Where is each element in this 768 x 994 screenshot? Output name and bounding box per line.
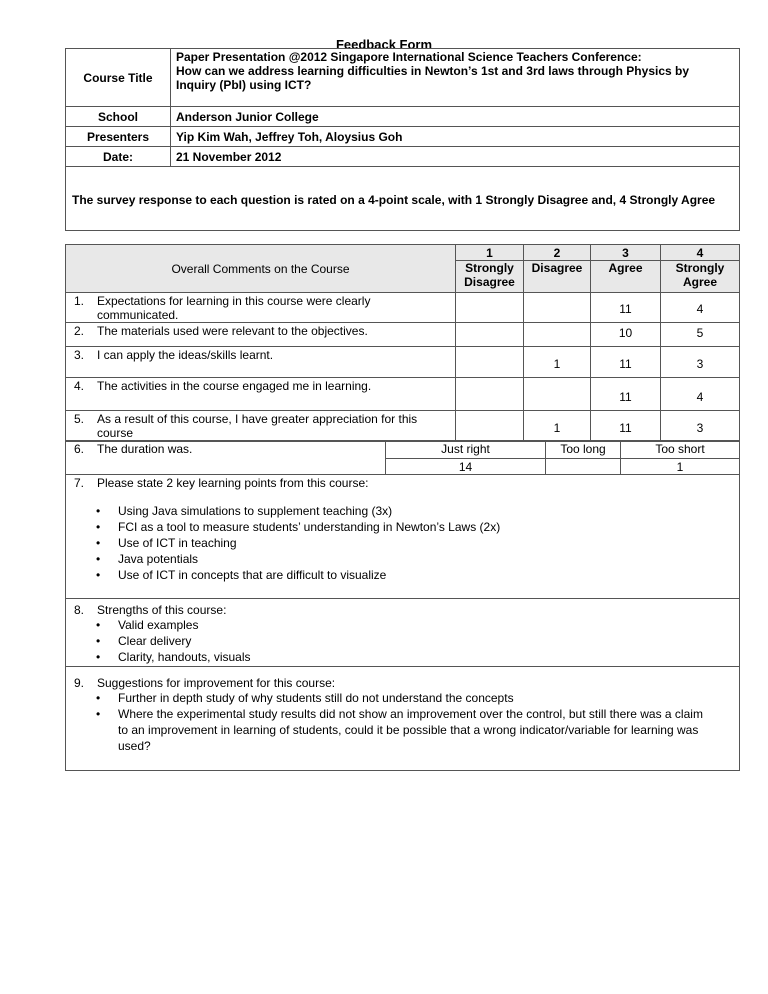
question-text: The materials used were relevant to the objectives. [97, 324, 368, 338]
list-item: • Using Java simulations to supplement teaching (3x) [118, 503, 733, 519]
form-title: Feedback Form [335, 37, 433, 52]
duration-value-just-right: 14 [385, 458, 546, 475]
question-5 [65, 410, 456, 442]
question-7 [65, 474, 740, 599]
question-text: Expectations for learning in this course were clearly communicated. [97, 294, 371, 322]
scale-note: The survey response to each question is rated on a 4-point scale, with 1 Strongly Disagree and, 4 Strongly Agree [65, 166, 740, 231]
scale-num: 2 [553, 246, 561, 260]
response-count-3 [590, 346, 661, 378]
count-value: 3 [696, 357, 704, 371]
question-6 [65, 440, 386, 475]
response-count-4 [660, 377, 740, 411]
course-title-value [170, 48, 740, 107]
response-count-4 [660, 346, 740, 378]
list-item: • Where the experimental study results did not show an improvement over the control, but still there was a claim to an improvement in learning of students, could it be possible that a wrong indicator/variable for learning was used? [118, 706, 703, 754]
list-item: • Use of ICT in concepts that are difficult to visualize [118, 567, 733, 583]
question-9 [65, 666, 740, 771]
question-3 [65, 346, 456, 378]
question-text: Please state 2 key learning points from this course: [97, 476, 369, 490]
course-title-line: How can we address learning difficulties in Newton’s 1st and 3rd laws through Physics by [176, 64, 690, 78]
response-count-3 [590, 410, 661, 442]
count-value: 11 [619, 390, 632, 404]
response-count-4 [660, 322, 740, 347]
response-count-4 [660, 410, 740, 442]
strengths-list [72, 617, 733, 665]
response-count-2 [523, 322, 591, 347]
question-text: The activities in the course engaged me in learning. [97, 379, 372, 393]
school-label: School [65, 106, 171, 127]
response-count-1 [455, 377, 524, 411]
list-item: • Clarity, handouts, visuals [118, 649, 733, 665]
scale-num: 4 [696, 246, 704, 260]
list-item: • Valid examples [118, 617, 733, 633]
list-item: • Use of ICT in teaching [118, 535, 733, 551]
response-count-1 [455, 410, 524, 442]
count-value: 1 [553, 357, 561, 371]
list-item: • Clear delivery [118, 633, 733, 649]
question-4 [65, 377, 456, 411]
question-text: The duration was. [97, 442, 193, 456]
list-item: • Java potentials [118, 551, 733, 567]
question-number: 6. [74, 442, 85, 456]
question-text: Strengths of this course: [97, 603, 227, 617]
count-value: 5 [696, 326, 704, 340]
scale-label: Disagree [524, 260, 590, 275]
question-number: 1. [74, 294, 85, 308]
scale-num: 1 [486, 246, 493, 260]
response-count-3 [590, 322, 661, 347]
course-title-label: Course Title [65, 48, 171, 107]
question-text: Suggestions for improvement for this course: [97, 676, 336, 690]
duration-value-too-long [545, 458, 621, 475]
date-label: Date: [65, 146, 171, 167]
date-value: 21 November 2012 [170, 146, 740, 167]
presenters-value: Yip Kim Wah, Jeffrey Toh, Aloysius Goh [170, 126, 740, 147]
count-value: 1 [553, 421, 561, 435]
response-count-1 [455, 292, 524, 323]
list-item: • FCI as a tool to measure students’ understanding in Newton’s Laws (2x) [118, 519, 733, 535]
course-title-line: Inquiry (PbI) using ICT? [176, 78, 312, 92]
question-number: 7. [74, 476, 85, 490]
scale-col-4 [660, 244, 740, 293]
question-text: I can apply the ideas/skills learnt. [97, 348, 274, 362]
presenters-label: Presenters [65, 126, 171, 147]
count-value: 11 [619, 421, 632, 435]
list-item: • Further in depth study of why students still do not understand the concepts [118, 690, 703, 706]
response-count-3 [590, 292, 661, 323]
question-number: 2. [74, 324, 85, 338]
question-1 [65, 292, 456, 323]
question-number: 8. [74, 603, 85, 617]
count-value: 11 [619, 357, 632, 371]
question-text: As a result of this course, I have greater appreciation for this course [97, 412, 418, 440]
count-value: 4 [696, 390, 704, 404]
response-count-2 [523, 377, 591, 411]
scale-num: 3 [622, 246, 629, 260]
response-count-2 [523, 346, 591, 378]
response-count-1 [455, 322, 524, 347]
school-value: Anderson Junior College [170, 106, 740, 127]
duration-option-too-long: Too long [545, 440, 621, 459]
suggestions-list [72, 690, 733, 754]
duration-option-too-short: Too short [620, 440, 740, 459]
response-count-3 [590, 377, 661, 411]
question-2 [65, 322, 456, 347]
scale-label: Strongly Agree [661, 260, 739, 289]
question-8 [65, 598, 740, 667]
question-number: 9. [74, 676, 85, 690]
scale-col-1 [455, 244, 524, 293]
question-number: 4. [74, 379, 85, 393]
count-value: 3 [696, 421, 704, 435]
count-value: 10 [618, 326, 633, 340]
duration-option-just-right: Just right [385, 440, 546, 459]
response-count-2 [523, 292, 591, 323]
duration-value-too-short: 1 [620, 458, 740, 475]
scale-label: Agree [591, 260, 660, 275]
question-number: 3. [74, 348, 85, 362]
learning-points-list [72, 503, 733, 583]
scale-col-2 [523, 244, 591, 293]
course-title-line: Paper Presentation @2012 Singapore International Science Teachers Conference: [176, 50, 642, 64]
response-count-1 [455, 346, 524, 378]
survey-header: Overall Comments on the Course [65, 244, 456, 293]
scale-label: Strongly Disagree [456, 260, 523, 289]
response-count-2 [523, 410, 591, 442]
response-count-4 [660, 292, 740, 323]
count-value: 4 [696, 302, 704, 316]
scale-col-3 [590, 244, 661, 293]
count-value: 11 [619, 302, 632, 316]
question-number: 5. [74, 412, 85, 426]
